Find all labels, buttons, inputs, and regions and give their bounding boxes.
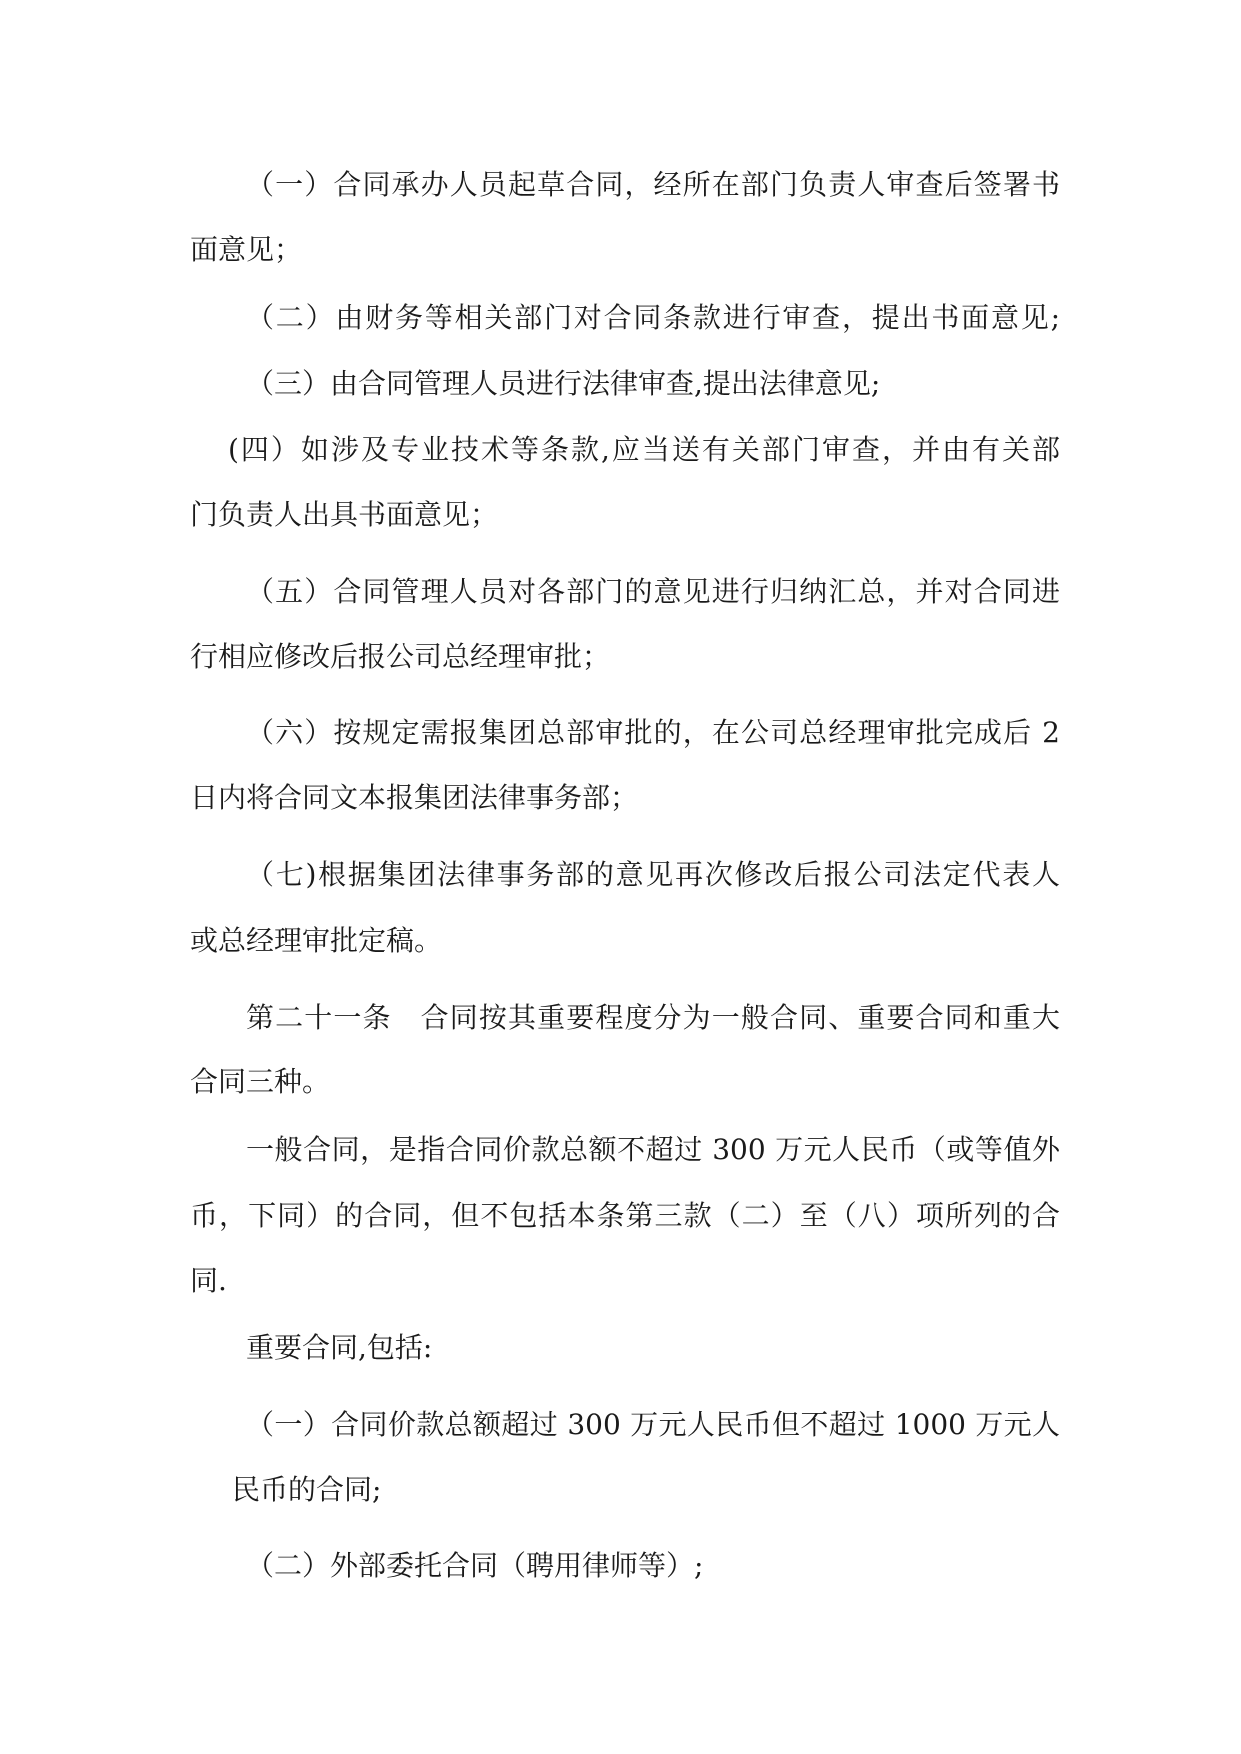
- paragraph-line: （六）按规定需报集团总部审批的，在公司总经理审批完成后 2: [246, 716, 1060, 749]
- paragraph-line: 合同三种。: [190, 1065, 331, 1098]
- paragraph-line: 行相应修改后报公司总经理审批；: [190, 640, 611, 673]
- paragraph-line: 或总经理审批定稿。: [190, 924, 443, 957]
- paragraph-line: （一）合同价款总额超过 300 万元人民币但不超过 1000 万元人: [246, 1408, 1060, 1441]
- paragraph-line: （五）合同管理人员对各部门的意见进行归纳汇总，并对合同进: [246, 575, 1060, 608]
- paragraph-line: （三）由合同管理人员进行法律审查,提出法律意见;: [246, 367, 881, 400]
- paragraph-line: 币，下同）的合同，但不包括本条第三款（二）至（八）项所列的合: [190, 1199, 1060, 1232]
- paragraph-line: （二）外部委托合同（聘用律师等）;: [246, 1549, 704, 1582]
- paragraph-line: （二）由财务等相关部门对合同条款进行审查，提出书面意见;: [246, 301, 1060, 334]
- paragraph-line: 同.: [190, 1264, 227, 1297]
- paragraph-line: （一）合同承办人员起草合同，经所在部门负责人审查后签署书: [246, 168, 1060, 201]
- paragraph-line: 门负责人出具书面意见；: [190, 498, 499, 531]
- article-heading-line: 第二十一条 合同按其重要程度分为一般合同、重要合同和重大: [246, 1001, 1060, 1034]
- paragraph-line: 民币的合同;: [232, 1473, 382, 1506]
- paragraph-line: (四）如涉及专业技术等条款,应当送有关部门审查，并由有关部: [228, 433, 1060, 466]
- paragraph-line: （七)根据集团法律事务部的意见再次修改后报公司法定代表人: [246, 858, 1060, 891]
- paragraph-line: 重要合同,包括:: [246, 1331, 433, 1364]
- paragraph-line: 面意见；: [190, 233, 303, 266]
- paragraph-line: 日内将合同文本报集团法律事务部；: [190, 781, 639, 814]
- paragraph-line: 一般合同，是指合同价款总额不超过 300 万元人民币（或等值外: [246, 1133, 1060, 1166]
